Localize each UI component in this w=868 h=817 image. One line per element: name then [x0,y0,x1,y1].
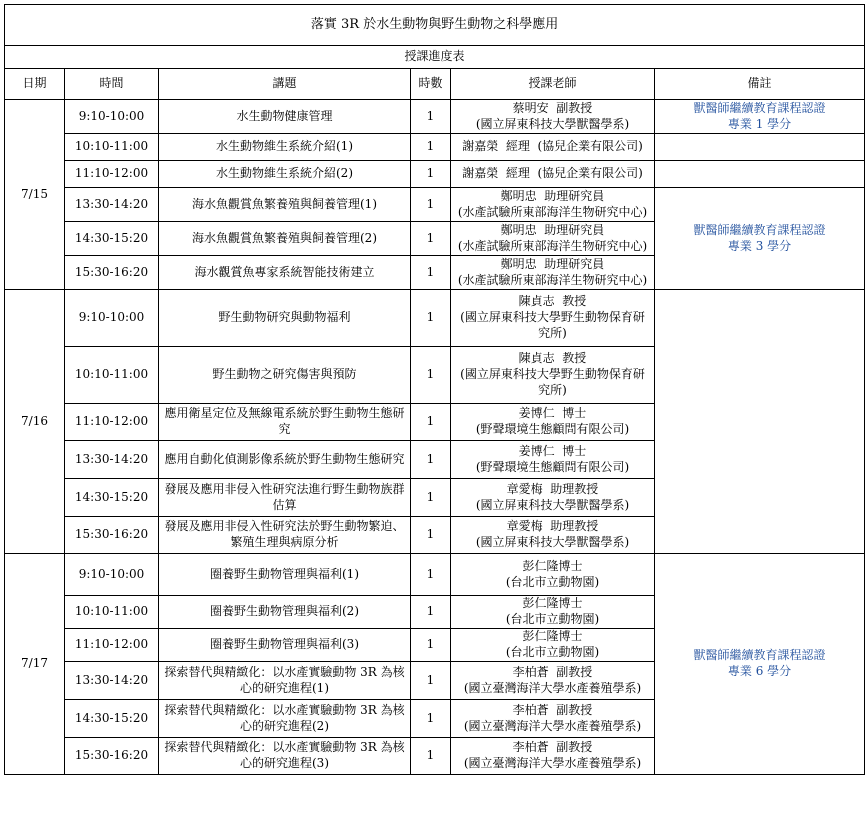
header-time: 時間 [65,69,159,100]
table-row [5,161,865,188]
note-cell [655,100,865,134]
schedule-title: 落實 3R 於水生動物與野生動物之科學應用 [5,5,865,46]
topic-cell: 野生動物研究與動物福利 [159,290,411,347]
topic-cell: 探索替代與精緻化：以水產實驗動物 3R 為核心的研究進程(3) [159,738,411,775]
teacher-cell [451,479,655,517]
teacher-line: (國立臺灣海洋大學水產養殖學系) [463,680,642,695]
time-cell: 11:10-12:00 [65,404,159,441]
teacher-line: 李柏蒼 副教授 [512,740,593,755]
schedule-table [4,4,865,775]
note-cell [655,554,865,775]
teacher-cell [451,700,655,738]
time-cell: 9:10-10:00 [65,554,159,596]
hours-cell: 1 [411,222,451,256]
note-cell [655,161,865,188]
time-cell: 15:30-16:20 [65,738,159,775]
time-cell: 15:30-16:20 [65,256,159,290]
teacher-line: 謝嘉榮 經理 (協兒企業有限公司) [462,139,643,154]
time-cell: 10:10-11:00 [65,596,159,629]
date-cell: 7/15 [5,100,65,290]
teacher-cell [451,554,655,596]
teacher-cell [451,596,655,629]
topic-cell: 海水魚觀賞魚繁養殖與飼養管理(2) [159,222,411,256]
teacher-line: (野聲環境生態顧問有限公司) [475,422,630,436]
teacher-cell [451,662,655,700]
note-cell [655,188,865,290]
teacher-line: 章愛梅 助理教授 [506,481,599,496]
teacher-line: 彭仁隆博士 [522,558,583,573]
teacher-cell [451,100,655,134]
teacher-cell [451,517,655,554]
time-cell: 11:10-12:00 [65,161,159,188]
teacher-line: (水產試驗所東部海洋生物研究中心) [457,238,648,253]
topic-cell: 水生動物維生系統介紹(2) [159,161,411,188]
teacher-line: 究所) [538,325,567,340]
note-line: 專業 1 學分 [727,116,792,131]
note-line: 專業 3 學分 [727,238,792,253]
topic-cell: 海水觀賞魚專家系統智能技術建立 [159,256,411,290]
hours-cell: 1 [411,347,451,404]
date-cell: 7/17 [5,554,65,775]
teacher-cell [451,404,655,441]
hours-cell: 1 [411,662,451,700]
table-row [5,554,865,596]
teacher-line: 李柏蒼 副教授 [512,664,593,679]
header-teacher: 授課老師 [451,69,655,100]
teacher-cell [451,738,655,775]
note-line: 獸醫師繼續教育課程認證 [693,222,826,237]
topic-cell: 水生動物健康管理 [159,100,411,134]
time-cell: 9:10-10:00 [65,290,159,347]
teacher-line: 謝嘉榮 經理 (協兒企業有限公司) [462,166,643,181]
header-topic: 講題 [159,69,411,100]
time-cell: 13:30-14:20 [65,188,159,222]
teacher-cell [451,161,655,188]
teacher-line: 姜博仁 博士 [518,406,587,421]
time-cell: 13:30-14:20 [65,662,159,700]
teacher-line: 李柏蒼 副教授 [512,702,593,717]
hours-cell: 1 [411,188,451,222]
time-cell: 14:30-15:20 [65,479,159,517]
hours-cell: 1 [411,596,451,629]
topic-cell: 圈養野生動物管理與福利(3) [159,629,411,662]
teacher-line: (國立屏東科技大學野生動物保育研 [460,367,645,382]
teacher-line: (台北市立動物園) [505,574,600,589]
schedule-body [5,100,865,775]
teacher-line: 章愛梅 助理教授 [506,519,599,534]
teacher-cell [451,629,655,662]
time-cell: 10:10-11:00 [65,134,159,161]
hours-cell: 1 [411,134,451,161]
note-cell [655,290,865,554]
topic-cell: 探索替代與精緻化：以水產實驗動物 3R 為核心的研究進程(1) [159,662,411,700]
teacher-line: (國立屏東科技大學野生動物保育研 [460,310,645,325]
topic-cell: 圈養野生動物管理與福利(1) [159,554,411,596]
hours-cell: 1 [411,479,451,517]
table-row [5,188,865,222]
time-cell: 10:10-11:00 [65,347,159,404]
schedule-subtitle: 授課進度表 [5,46,865,69]
teacher-cell [451,256,655,290]
teacher-line: 陳貞志 教授 [518,351,587,366]
hours-cell: 1 [411,629,451,662]
hours-cell: 1 [411,700,451,738]
teacher-line: (台北市立動物園) [505,645,600,659]
teacher-line: (台北市立動物園) [505,612,600,626]
header-note: 備註 [655,69,865,100]
hours-cell: 1 [411,256,451,290]
teacher-line: 姜博仁 博士 [518,443,587,458]
teacher-cell [451,222,655,256]
hours-cell: 1 [411,290,451,347]
hours-cell: 1 [411,161,451,188]
teacher-cell [451,134,655,161]
time-cell: 14:30-15:20 [65,700,159,738]
time-cell: 13:30-14:20 [65,441,159,479]
hours-cell: 1 [411,441,451,479]
table-row [5,134,865,161]
teacher-cell [451,441,655,479]
topic-cell: 應用自動化偵測影像系統於野生動物生態研究 [159,441,411,479]
teacher-line: 究所) [538,382,567,397]
topic-cell: 探索替代與精緻化：以水產實驗動物 3R 為核心的研究進程(2) [159,700,411,738]
time-cell: 11:10-12:00 [65,629,159,662]
teacher-line: (國立臺灣海洋大學水產養殖學系) [463,756,642,770]
teacher-cell [451,347,655,404]
time-cell: 14:30-15:20 [65,222,159,256]
hours-cell: 1 [411,404,451,441]
time-cell: 9:10-10:00 [65,100,159,134]
teacher-line: (國立屏東科技大學獸醫學系) [475,116,630,131]
topic-cell: 應用衛星定位及無線電系統於野生動物生態研究 [159,404,411,441]
note-line: 獸醫師繼續教育課程認證 [693,100,826,115]
topic-cell: 發展及應用非侵入性研究法進行野生動物族群估算 [159,479,411,517]
table-row [5,290,865,347]
teacher-line: (野聲環境生態顧問有限公司) [475,459,630,474]
topic-cell: 發展及應用非侵入性研究法於野生動物繁迫、繁殖生理與病原分析 [159,517,411,554]
header-hours: 時數 [411,69,451,100]
note-cell [655,134,865,161]
teacher-line: 鄭明忠 助理研究員 [500,188,605,203]
teacher-line: 鄭明忠 助理研究員 [500,222,605,237]
teacher-line: 陳貞志 教授 [518,294,587,309]
hours-cell: 1 [411,554,451,596]
note-line: 專業 6 學分 [727,664,792,678]
teacher-line: (水產試驗所東部海洋生物研究中心) [457,272,648,287]
teacher-line: (國立屏東科技大學獸醫學系) [475,497,630,512]
date-cell: 7/16 [5,290,65,554]
topic-cell: 圈養野生動物管理與福利(2) [159,596,411,629]
hours-cell: 1 [411,100,451,134]
hours-cell: 1 [411,738,451,775]
header-date: 日期 [5,69,65,100]
teacher-line: 彭仁隆博士 [522,629,583,644]
teacher-line: (國立臺灣海洋大學水產養殖學系) [463,718,642,733]
table-row [5,100,865,134]
teacher-line: 鄭明忠 助理研究員 [500,256,605,271]
hours-cell: 1 [411,517,451,554]
teacher-line: (國立屏東科技大學獸醫學系) [475,535,630,549]
note-line: 獸醫師繼續教育課程認證 [693,648,826,663]
topic-cell: 野生動物之研究傷害與預防 [159,347,411,404]
time-cell: 15:30-16:20 [65,517,159,554]
teacher-cell [451,188,655,222]
teacher-line: 彭仁隆博士 [522,596,583,611]
topic-cell: 海水魚觀賞魚繁養殖與飼養管理(1) [159,188,411,222]
topic-cell: 水生動物維生系統介紹(1) [159,134,411,161]
teacher-cell [451,290,655,347]
teacher-line: (水產試驗所東部海洋生物研究中心) [457,204,648,219]
teacher-line: 蔡明安 副教授 [512,100,593,115]
